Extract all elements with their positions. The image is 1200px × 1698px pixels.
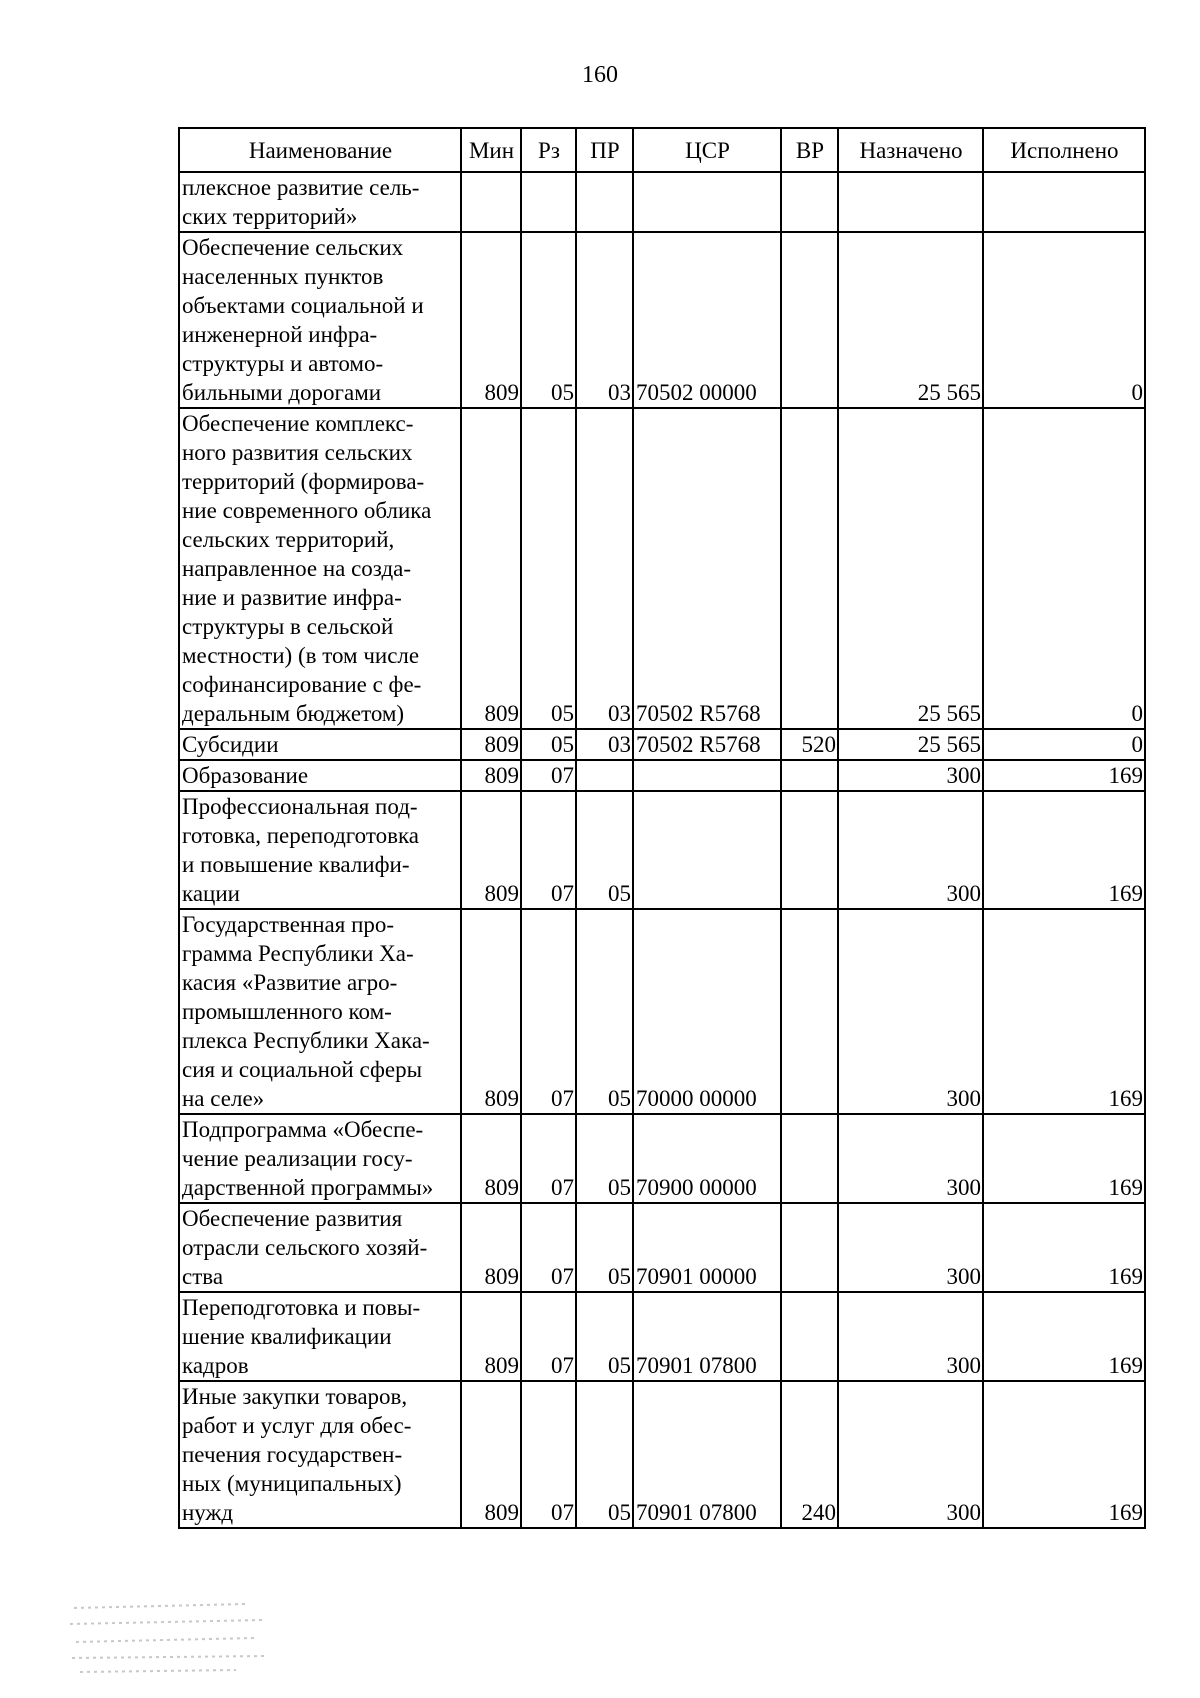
cell-pr: 03 — [576, 729, 633, 760]
cell-assigned — [838, 172, 983, 232]
cell-name: плексное развитие сель- ских территорий» — [179, 172, 461, 232]
cell-pr — [576, 172, 633, 232]
faded-stamp-mark — [66, 1600, 276, 1678]
cell-assigned: 300 — [838, 909, 983, 1114]
cell-executed: 169 — [983, 909, 1145, 1114]
cell-assigned: 25 565 — [838, 408, 983, 729]
cell-rz: 07 — [521, 1381, 576, 1528]
header-vr: ВР — [781, 128, 838, 172]
cell-rz: 07 — [521, 1114, 576, 1203]
cell-min: 809 — [461, 1381, 521, 1528]
cell-pr: 03 — [576, 232, 633, 408]
cell-executed: 169 — [983, 791, 1145, 909]
cell-executed: 169 — [983, 760, 1145, 791]
cell-rz: 07 — [521, 791, 576, 909]
cell-pr: 05 — [576, 791, 633, 909]
budget-table — [178, 127, 1146, 1529]
page-number: 160 — [582, 62, 618, 88]
cell-rz — [521, 172, 576, 232]
cell-csr: 70901 07800 — [633, 1292, 781, 1381]
header-name: Наименование — [179, 128, 461, 172]
header-pr: ПР — [576, 128, 633, 172]
cell-pr: 05 — [576, 1292, 633, 1381]
cell-pr: 05 — [576, 909, 633, 1114]
cell-min: 809 — [461, 408, 521, 729]
cell-name: Иные закупки товаров, работ и услуг для обес- печения государствен- ных (муниципальных) нужд — [179, 1381, 461, 1528]
cell-vr — [781, 791, 838, 909]
table-row — [179, 232, 1145, 408]
cell-pr: 03 — [576, 408, 633, 729]
cell-executed: 169 — [983, 1203, 1145, 1292]
header-min: Мин — [461, 128, 521, 172]
cell-name: Обеспечение развития отрасли сельского хозяй- ства — [179, 1203, 461, 1292]
cell-executed: 169 — [983, 1114, 1145, 1203]
cell-name: Государственная про- грамма Республики Ха- касия «Развитие агро- промышленного ком- плекса Республики Хака- сия и социальной сферы на селе» — [179, 909, 461, 1114]
cell-pr — [576, 760, 633, 791]
cell-rz: 05 — [521, 408, 576, 729]
cell-name: Образование — [179, 760, 461, 791]
cell-vr — [781, 760, 838, 791]
cell-min: 809 — [461, 909, 521, 1114]
cell-csr — [633, 791, 781, 909]
table-row — [179, 909, 1145, 1114]
cell-vr — [781, 232, 838, 408]
cell-vr: 240 — [781, 1381, 838, 1528]
header-rz: Рз — [521, 128, 576, 172]
cell-executed: 169 — [983, 1292, 1145, 1381]
cell-assigned: 300 — [838, 1114, 983, 1203]
table-header-row — [179, 128, 1145, 172]
cell-csr: 70901 07800 — [633, 1381, 781, 1528]
cell-min: 809 — [461, 760, 521, 791]
cell-assigned: 300 — [838, 1381, 983, 1528]
cell-vr — [781, 408, 838, 729]
cell-vr — [781, 909, 838, 1114]
cell-executed: 0 — [983, 729, 1145, 760]
table-row — [179, 729, 1145, 760]
cell-vr — [781, 1114, 838, 1203]
cell-executed: 0 — [983, 232, 1145, 408]
cell-min: 809 — [461, 1292, 521, 1381]
cell-pr: 05 — [576, 1114, 633, 1203]
cell-executed: 169 — [983, 1381, 1145, 1528]
cell-csr: 70000 00000 — [633, 909, 781, 1114]
table-row — [179, 408, 1145, 729]
cell-name: Профессиональная под- готовка, переподготовка и повышение квалифи- кации — [179, 791, 461, 909]
cell-vr — [781, 1203, 838, 1292]
cell-csr: 70502 00000 — [633, 232, 781, 408]
cell-rz: 05 — [521, 232, 576, 408]
cell-executed: 0 — [983, 408, 1145, 729]
cell-min — [461, 172, 521, 232]
cell-name: Субсидии — [179, 729, 461, 760]
cell-name: Переподготовка и повы- шение квалификации кадров — [179, 1292, 461, 1381]
cell-assigned: 300 — [838, 1203, 983, 1292]
cell-assigned: 300 — [838, 791, 983, 909]
cell-min: 809 — [461, 791, 521, 909]
cell-name: Подпрограмма «Обеспе- чение реализации госу- дарственной программы» — [179, 1114, 461, 1203]
cell-executed — [983, 172, 1145, 232]
cell-assigned: 25 565 — [838, 729, 983, 760]
cell-min: 809 — [461, 1203, 521, 1292]
cell-rz: 07 — [521, 1292, 576, 1381]
cell-min: 809 — [461, 232, 521, 408]
table-row — [179, 1114, 1145, 1203]
table-row — [179, 172, 1145, 232]
cell-min: 809 — [461, 729, 521, 760]
cell-pr: 05 — [576, 1381, 633, 1528]
cell-vr — [781, 172, 838, 232]
cell-min: 809 — [461, 1114, 521, 1203]
cell-assigned: 300 — [838, 1292, 983, 1381]
cell-csr: 70502 R5768 — [633, 729, 781, 760]
cell-csr: 70901 00000 — [633, 1203, 781, 1292]
cell-name: Обеспечение комплекс- ного развития сельских территорий (формирова- ние современного облика сельских территорий, направленное на созда- ние и развитие инфра- структуры в сельской местности) (в том числе софинансирование с фе- деральным бюджетом) — [179, 408, 461, 729]
table-row — [179, 1292, 1145, 1381]
cell-rz: 07 — [521, 1203, 576, 1292]
cell-csr: 70900 00000 — [633, 1114, 781, 1203]
header-assigned: Назначено — [838, 128, 983, 172]
cell-csr: 70502 R5768 — [633, 408, 781, 729]
cell-csr — [633, 172, 781, 232]
cell-rz: 07 — [521, 760, 576, 791]
cell-pr: 05 — [576, 1203, 633, 1292]
cell-vr — [781, 1292, 838, 1381]
header-csr: ЦСР — [633, 128, 781, 172]
cell-csr — [633, 760, 781, 791]
cell-assigned: 25 565 — [838, 232, 983, 408]
table-row — [179, 1381, 1145, 1528]
cell-name: Обеспечение сельских населенных пунктов объектами социальной и инженерной инфра- структуры и автомо- бильными дорогами — [179, 232, 461, 408]
cell-rz: 05 — [521, 729, 576, 760]
cell-rz: 07 — [521, 909, 576, 1114]
header-executed: Исполнено — [983, 128, 1145, 172]
table-row — [179, 1203, 1145, 1292]
table-row — [179, 791, 1145, 909]
cell-vr: 520 — [781, 729, 838, 760]
cell-assigned: 300 — [838, 760, 983, 791]
table-row — [179, 760, 1145, 791]
